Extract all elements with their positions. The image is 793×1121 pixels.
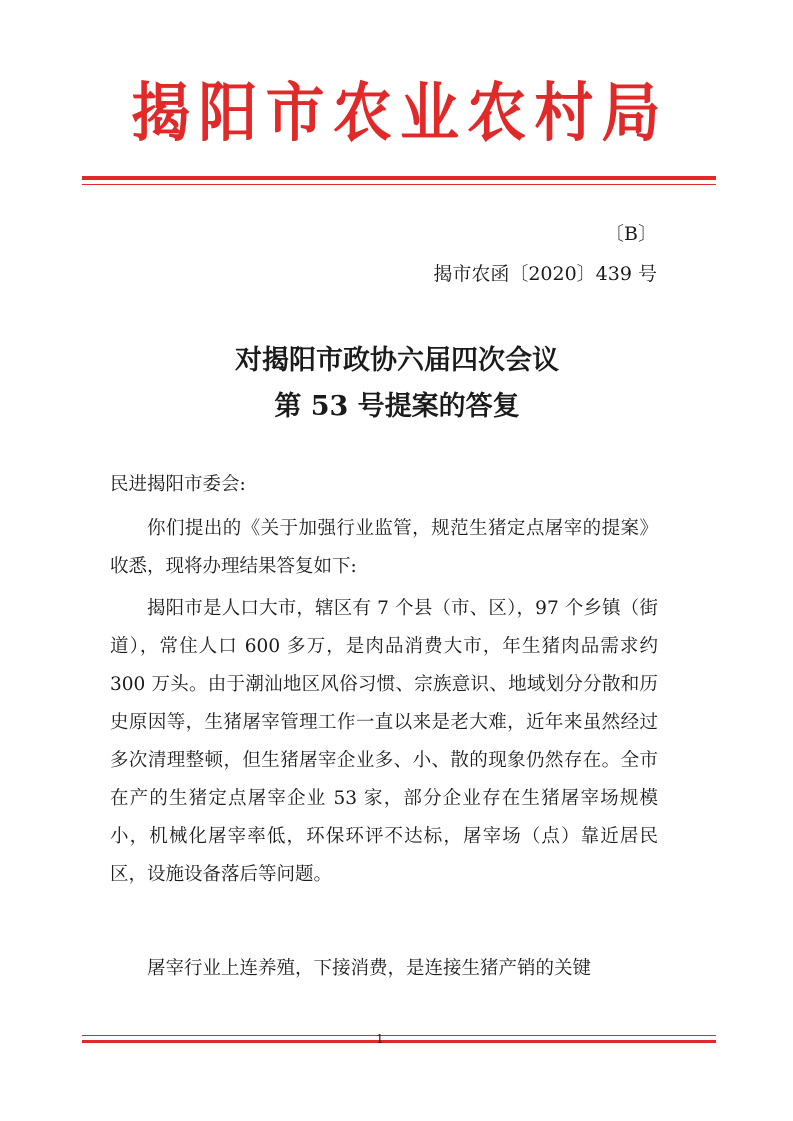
letterhead-rule-thin [82,184,716,185]
security-level: 〔B〕 [605,223,657,245]
document-title-line1: 对揭阳市政协六届四次会议 [235,345,559,376]
body-paragraph-1: 你们提出的《关于加强行业监管，规范生猪定点屠宰的提案》收悉，现将办理结果答复如下: [110,518,658,577]
body-paragraph-3: 屠宰行业上连养殖，下接消费，是连接生猪产销的关键 [147,958,592,979]
document-title-line2: 第 53 号提案的答复 [274,391,520,422]
footer-rule-thick [82,1040,716,1043]
body-paragraph-2: 揭阳市是人口大市，辖区有 7 个县（市、区），97 个乡镇（街道），常住人口 600 多万，是肉品消费大市，年生猪肉品需求约 300 万头。由于潮汕地区风俗习惯、宗族意识、地域划分分散和历史原因等，生猪屠宰管理工作一直以来是老大难，近年来虽然经过多次清理整顿，但生猪屠宰企业多、小、散的现象仍然存在。全市在产的生猪定点屠宰企业 53 家，部分企业存在生猪屠宰场规模小，机械化屠宰率低，环保环评不达标，屠宰场（点）靠近居民区，设施设备落后等问题。 [110,598,658,885]
letterhead-rule-thick [82,176,716,180]
document-number: 揭市农函〔2020〕439 号 [433,263,657,285]
page-number: 1 [376,1032,384,1046]
footer-rule-thin [82,1035,716,1036]
letterhead-title: 揭阳市农业农村局 [131,77,669,151]
salutation: 民进揭阳市委会: [110,474,246,495]
